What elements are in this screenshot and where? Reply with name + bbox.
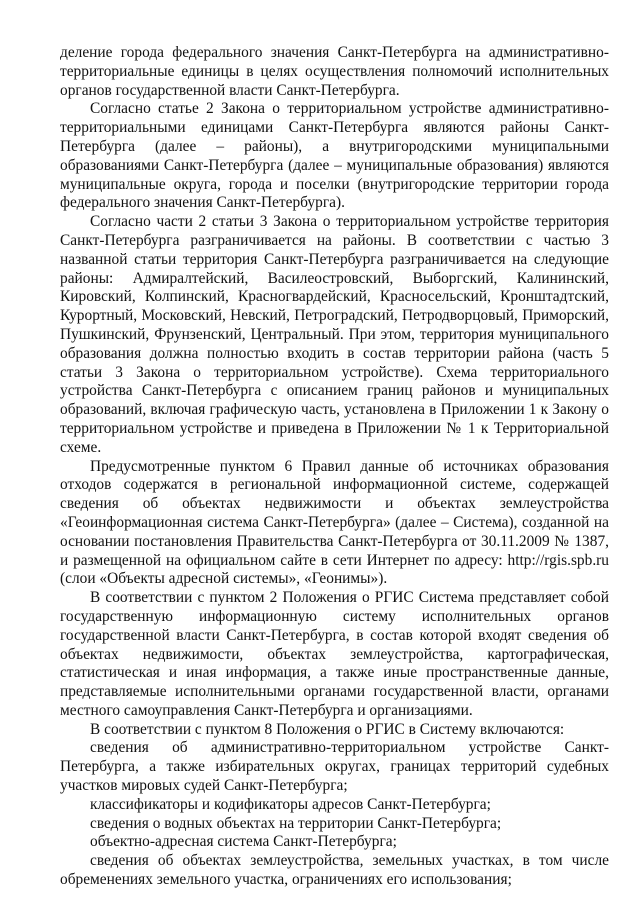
list-item-2: классификаторы и кодификаторы адресов Санкт-Петербурга; — [90, 795, 491, 813]
paragraph-3: Согласно части 2 статьи 3 Закона о территориальном устройстве территория Санкт-Петербурга разграничивается на районы. В соответствии с частью 3 названной статьи территория Санкт-Петербурга разграничивается на следующие районы: Адмиралтейский, Василеостровский, Выборгский, Калининский, Кировский, Колпинский, Красногвардейский, Красносельский, Кронштадтский, Курортный, Московский, Невский, Петроградский, Петродворцовый, Приморский, Пушкинский, Фрунзенский, Центральный. При этом, территория муниципального образования должна полностью входить в состав территории района (часть 5 статьи 3 Закона о территориальном устройстве). Схема территориального устройства Санкт-Петербурга с описанием границ районов и муниципальных образований, включая графическую часть, установлена в Приложении 1 к Закону о территориальном устройстве и приведена в Приложении № 1 к Территориальной схеме. — [60, 213, 609, 456]
paragraph-5: В соответствии с пунктом 2 Положения о РГИС Система представляет собой государственную информационную систему исполнительных органов государственной власти Санкт-Петербурга, в состав которой входят сведения об объектах недвижимости, объектах землеустройства, картографическая, статистическая и иная информация, а также иные пространственные данные, представляемые исполнительными органами государственной власти, органами местного самоуправления Санкт-Петербурга и организациями. — [60, 589, 609, 719]
document-page — [60, 44, 609, 890]
list-item-5: сведения об объектах землеустройства, земельных участках, в том числе обременениях земельного участка, ограничениях его использования; — [60, 852, 609, 889]
list-item-4: объектно-адресная система Санкт-Петербурга; — [90, 833, 397, 851]
paragraph-1: деление города федерального значения Санкт-Петербурга на административно-территориальные единицы в целях осуществления полномочий исполнительных органов государственной власти Санкт-Петербурга. — [60, 44, 609, 99]
paragraph-4: Предусмотренные пунктом 6 Правил данные об источниках образования отходов содержатся в региональной информационной системе, содержащей сведения об объектах недвижимости и объектах землеустройства «Геоинформационная система Санкт-Петербурга» (далее – Система), созданной на основании постановления Правительства Санкт-Петербурга от 30.11.2009 № 1387, и размещенной на официальном сайте в сети Интернет по адресу: http://rgis.spb.ru (слои «Объекты адресной системы», «Геонимы»). — [60, 457, 609, 588]
list-item-3: сведения о водных объектах на территории Санкт-Петербурга; — [90, 814, 502, 832]
paragraph-2: Согласно статье 2 Закона о территориальном устройстве административно-территориальными единицами Санкт-Петербурга являются районы Санкт-Петербурга (далее – районы), а внутригородскими муниципальными образованиями Санкт-Петербурга (далее – муниципальные образования) являются муниципальные округа, города и поселки (внутригородские территории города федерального значения Санкт-Петербурга). — [60, 100, 609, 212]
paragraph-6: В соответствии с пунктом 8 Положения о РГИС в Систему включаются: — [90, 720, 565, 738]
list-item-1: сведения об административно-территориальном устройстве Санкт-Петербурга, а также избирательных округах, границах территорий судебных участков мировых судей Санкт-Петербурга; — [60, 739, 609, 795]
